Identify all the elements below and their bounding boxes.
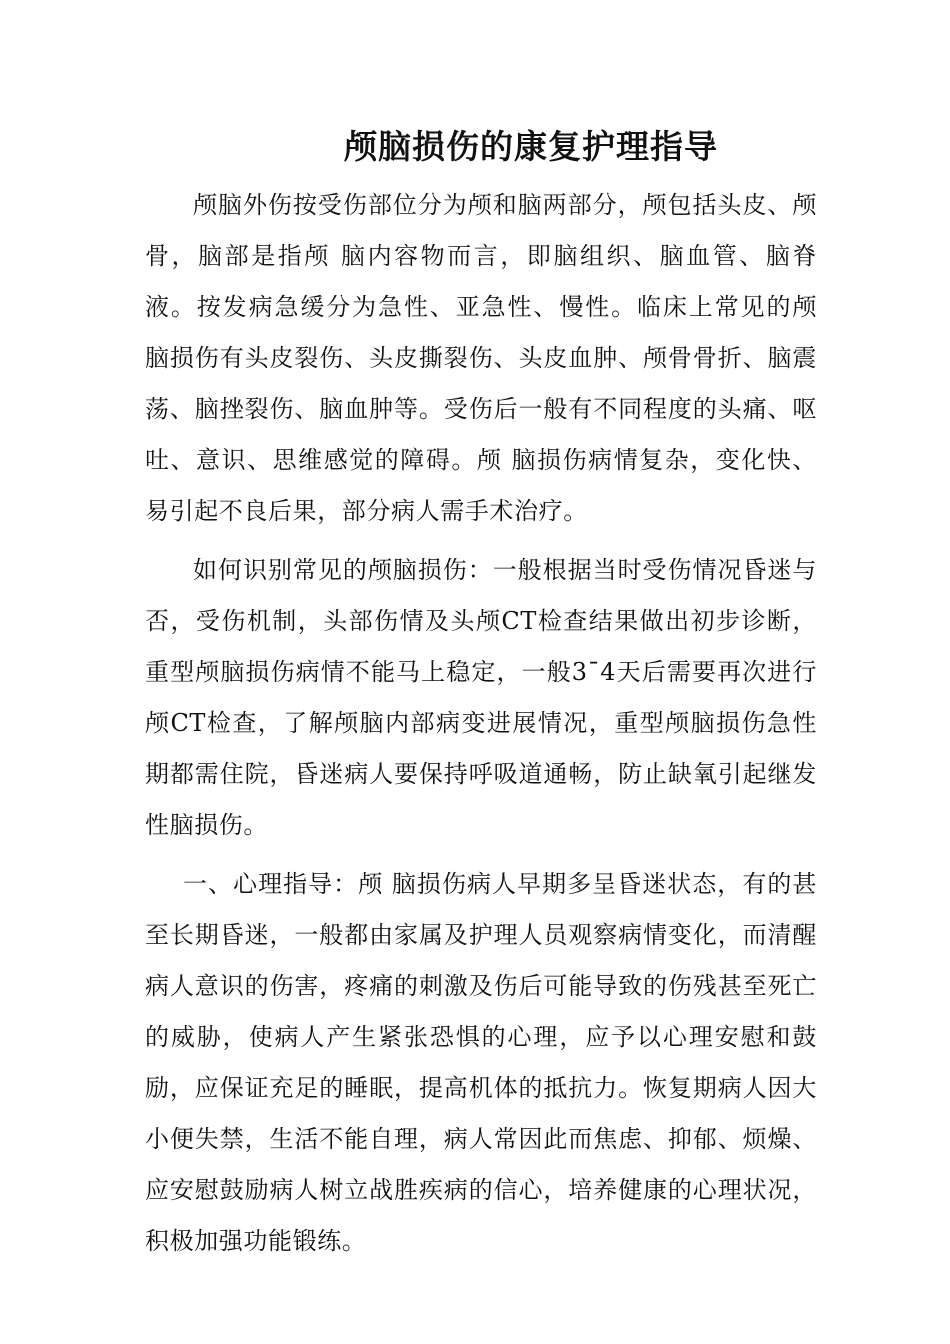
paragraph-overview: 颅脑外伤按受伤部位分为颅和脑两部分，颅包括头皮、颅骨，脑部是指颅 脑内容物而言，即脑组织、脑血管、脑脊液。按发病急缓分为急性、亚急性、慢性。临床上常见的颅 脑损伤有头皮裂伤、头皮撕裂伤、头皮血肿、颅骨骨折、脑震荡、脑挫裂伤、脑血肿等。受伤后一般有不同程度的头痛、呕吐、意识、思维感觉的障碍。颅 脑损伤病情复杂，变化快、易引起不良后果，部分病人需手术治疗。 xyxy=(145,191,817,525)
paragraph-psychological-guidance: 一、心理指导：颅 脑损伤病人早期多呈昏迷状态，有的甚至长期昏迷，一般都由家属及护理人员观察病情变化，而清醒病人意识的伤害，疼痛的刺激及伤后可能导致的伤残甚至死亡的威胁，使病人产生紧张恐惧的心理，应予以心理安慰和鼓励，应保证充足的睡眠，提高机体的抵抗力。恢复期病人因大小便失禁，生活不能自理，病人常因此而焦虑、抑郁、烦燥、应安慰鼓励病人树立战胜疾病的信心，培养健康的心理状况，积极加强功能锻练。 xyxy=(145,870,817,1255)
document-title: 颅脑损伤的康复护理指导 xyxy=(344,127,718,166)
document-page xyxy=(145,120,817,1267)
paragraph-identification: 如何识别常见的颅脑损伤：一般根据当时受伤情况昏迷与否，受伤机制，头部伤情及头颅CT检查结果做出初步诊断，重型颅脑损伤病情不能马上稳定，一般3¯4天后需要再次进行颅CT检查，了解颅脑内部病变进展情况，重型颅脑损伤急性期都需住院，昏迷病人要保持呼吸道通畅，防止缺氧引起继发性脑损伤。 xyxy=(145,556,817,839)
